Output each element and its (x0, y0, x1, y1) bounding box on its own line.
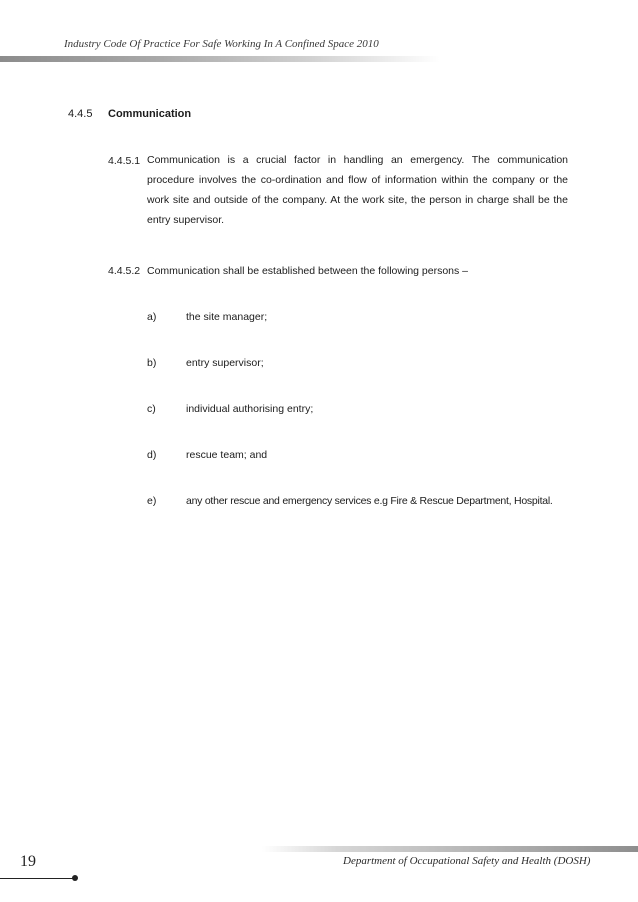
section-number: 4.4.5 (68, 108, 93, 120)
list-item-marker: b) (147, 357, 157, 369)
list-item-text: entry supervisor; (186, 357, 264, 369)
section-title: Communication (108, 108, 192, 120)
footer-line (0, 878, 74, 879)
list-item-text: rescue team; and (186, 449, 268, 461)
footer-dot (72, 875, 78, 881)
footer-rule (262, 846, 638, 852)
clause-number: 4.4.5.2 (108, 265, 141, 277)
list-item-text: individual authorising entry; (186, 403, 314, 415)
list-item-text: the site manager; (186, 311, 268, 323)
running-header-title: Industry Code Of Practice For Safe Working In A Confined Space 2010 (64, 38, 379, 50)
list-item-marker: a) (147, 311, 157, 323)
clause-text: Communication is a crucial factor in handling an emergency. The communication procedure involves the co-ordination and flow of information within the company or the work site and outside of the company. At the work site, the person in charge shall be the entry supervisor. (147, 154, 568, 226)
clause-text: Communication shall be established between the following persons – (147, 265, 469, 277)
list-item-marker: e) (147, 495, 157, 507)
header-rule (0, 56, 440, 62)
page-number: 19 (20, 853, 36, 870)
list-item-marker: c) (147, 403, 156, 415)
list-item-marker: d) (147, 449, 157, 461)
clause-number: 4.4.5.1 (108, 155, 141, 167)
footer-department: Department of Occupational Safety and Health (DOSH) (343, 855, 591, 867)
list-item-text: any other rescue and emergency services e.g Fire & Rescue Department, Hospital. (186, 495, 553, 507)
